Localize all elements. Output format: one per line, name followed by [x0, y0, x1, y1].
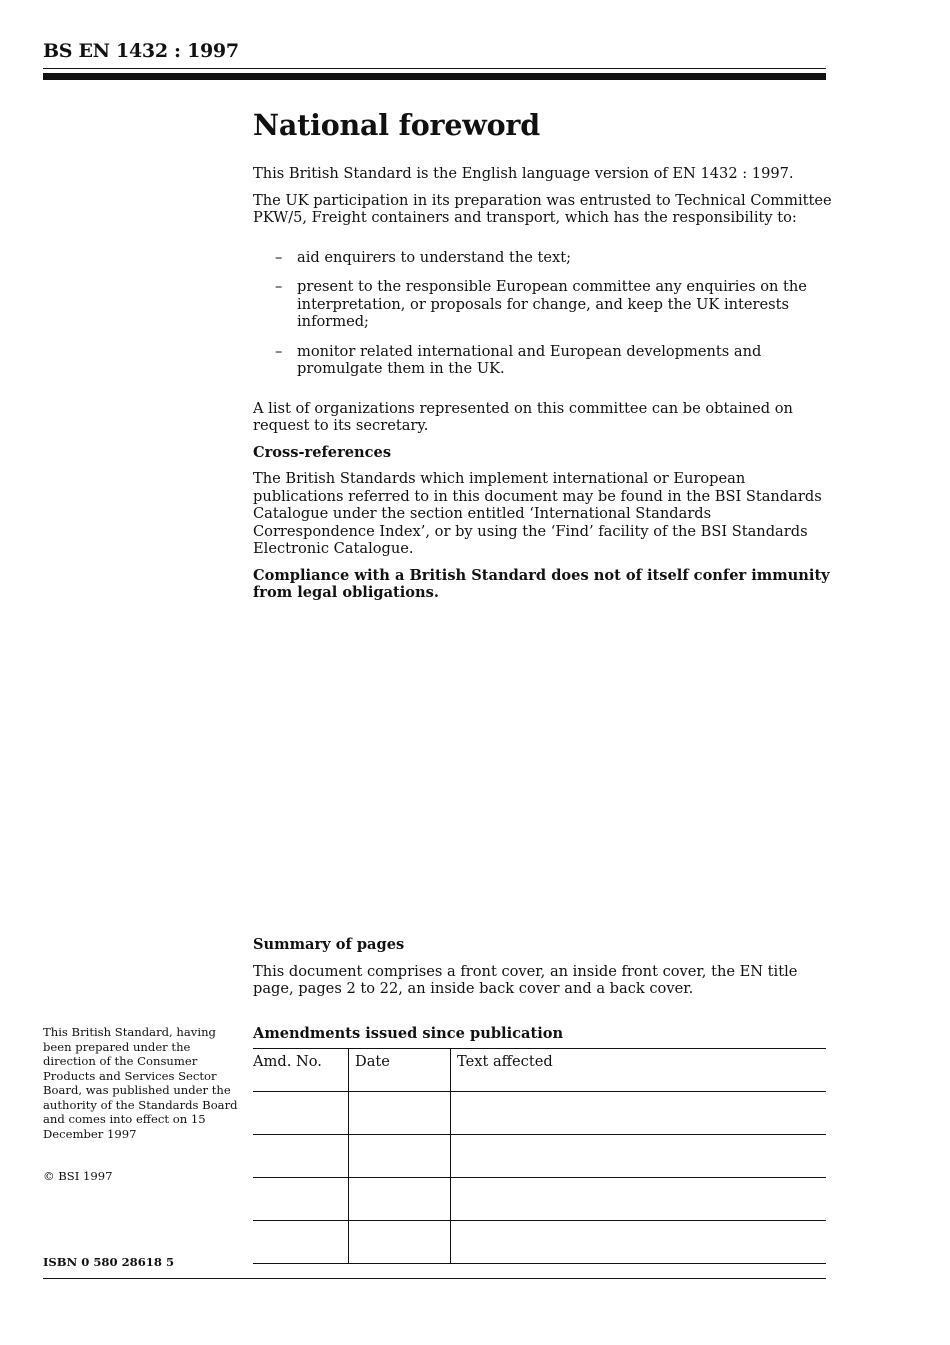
- header-rule-thin: [43, 68, 826, 69]
- column-header-date: Date: [349, 1049, 451, 1092]
- compliance-statement: Compliance with a British Standard does not of itself confer immunity from legal obligations.: [253, 566, 830, 601]
- table-cell: [349, 1178, 451, 1221]
- table-cell: [451, 1135, 827, 1178]
- organizations-paragraph: A list of organizations represented on this committee can be obtained on request to its secretary.: [253, 399, 793, 434]
- footer-rule: [43, 1278, 826, 1279]
- table-cell: [451, 1178, 827, 1221]
- page-title: National foreword: [253, 108, 540, 142]
- list-item-text: monitor related international and European developments and promulgate them in the UK.: [297, 342, 762, 377]
- crossref-heading: Cross-references: [253, 443, 392, 461]
- dash-bullet: –: [275, 342, 283, 360]
- table-row: [253, 1178, 826, 1221]
- table-cell: [253, 1221, 349, 1264]
- column-header-text-affected: Text affected: [451, 1049, 827, 1092]
- amendments-heading: Amendments issued since publication: [253, 1025, 564, 1042]
- isbn: ISBN 0 580 28618 5: [43, 1255, 175, 1269]
- header-rule-thick: [43, 73, 826, 80]
- participation-paragraph: The UK participation in its preparation was entrusted to Technical Committee PKW/5, Freight containers and transport, which has the responsibility to:: [253, 191, 832, 226]
- list-item-text: aid enquirers to understand the text;: [297, 248, 572, 266]
- table-cell: [349, 1135, 451, 1178]
- table-row: [253, 1092, 826, 1135]
- crossref-paragraph: The British Standards which implement international or European publications referred to in this document may be found in the BSI Standards Catalogue under the section entitled ‘International Standards Correspondence Index’, or by using the ‘Find’ facility of the BSI Standards Electronic Catalogue.: [253, 470, 822, 557]
- table-row: [253, 1135, 826, 1178]
- publication-notice: This British Standard, having been prepared under the direction of the Consumer Products and Services Sector Board, was published under the authority of the Standards Board and comes into effect on 15 December 1997: [43, 1025, 238, 1141]
- dash-bullet: –: [275, 248, 283, 266]
- table-header-row: [253, 1049, 826, 1092]
- responsibility-list: [253, 249, 833, 378]
- table-cell: [349, 1221, 451, 1264]
- table-cell: [253, 1178, 349, 1221]
- table-row: [253, 1221, 826, 1264]
- table-cell: [451, 1221, 827, 1264]
- intro-paragraph: This British Standard is the English language version of EN 1432 : 1997.: [253, 165, 794, 182]
- table-cell: [253, 1135, 349, 1178]
- summary-section: [253, 936, 833, 1007]
- list-item-text: present to the responsible European committee any enquiries on the interpretation, or proposals for change, and keep the UK interests informed;: [297, 278, 807, 330]
- summary-text: This document comprises a front cover, an inside front cover, the EN title page, pages 2 to 22, an inside back cover and a back cover.: [253, 962, 798, 997]
- list-item: [253, 249, 833, 267]
- document-code: BS EN 1432 : 1997: [43, 40, 239, 62]
- summary-heading: Summary of pages: [253, 936, 405, 953]
- list-item: [253, 278, 833, 331]
- national-foreword-section: [253, 108, 833, 611]
- table-cell: [451, 1092, 827, 1135]
- list-item: [253, 343, 833, 378]
- copyright-notice: © BSI 1997: [43, 1169, 113, 1183]
- dash-bullet: –: [275, 278, 283, 295]
- amendments-table: [253, 1048, 826, 1264]
- column-header-amd-no: Amd. No.: [253, 1049, 349, 1092]
- table-cell: [349, 1092, 451, 1135]
- table-cell: [253, 1092, 349, 1135]
